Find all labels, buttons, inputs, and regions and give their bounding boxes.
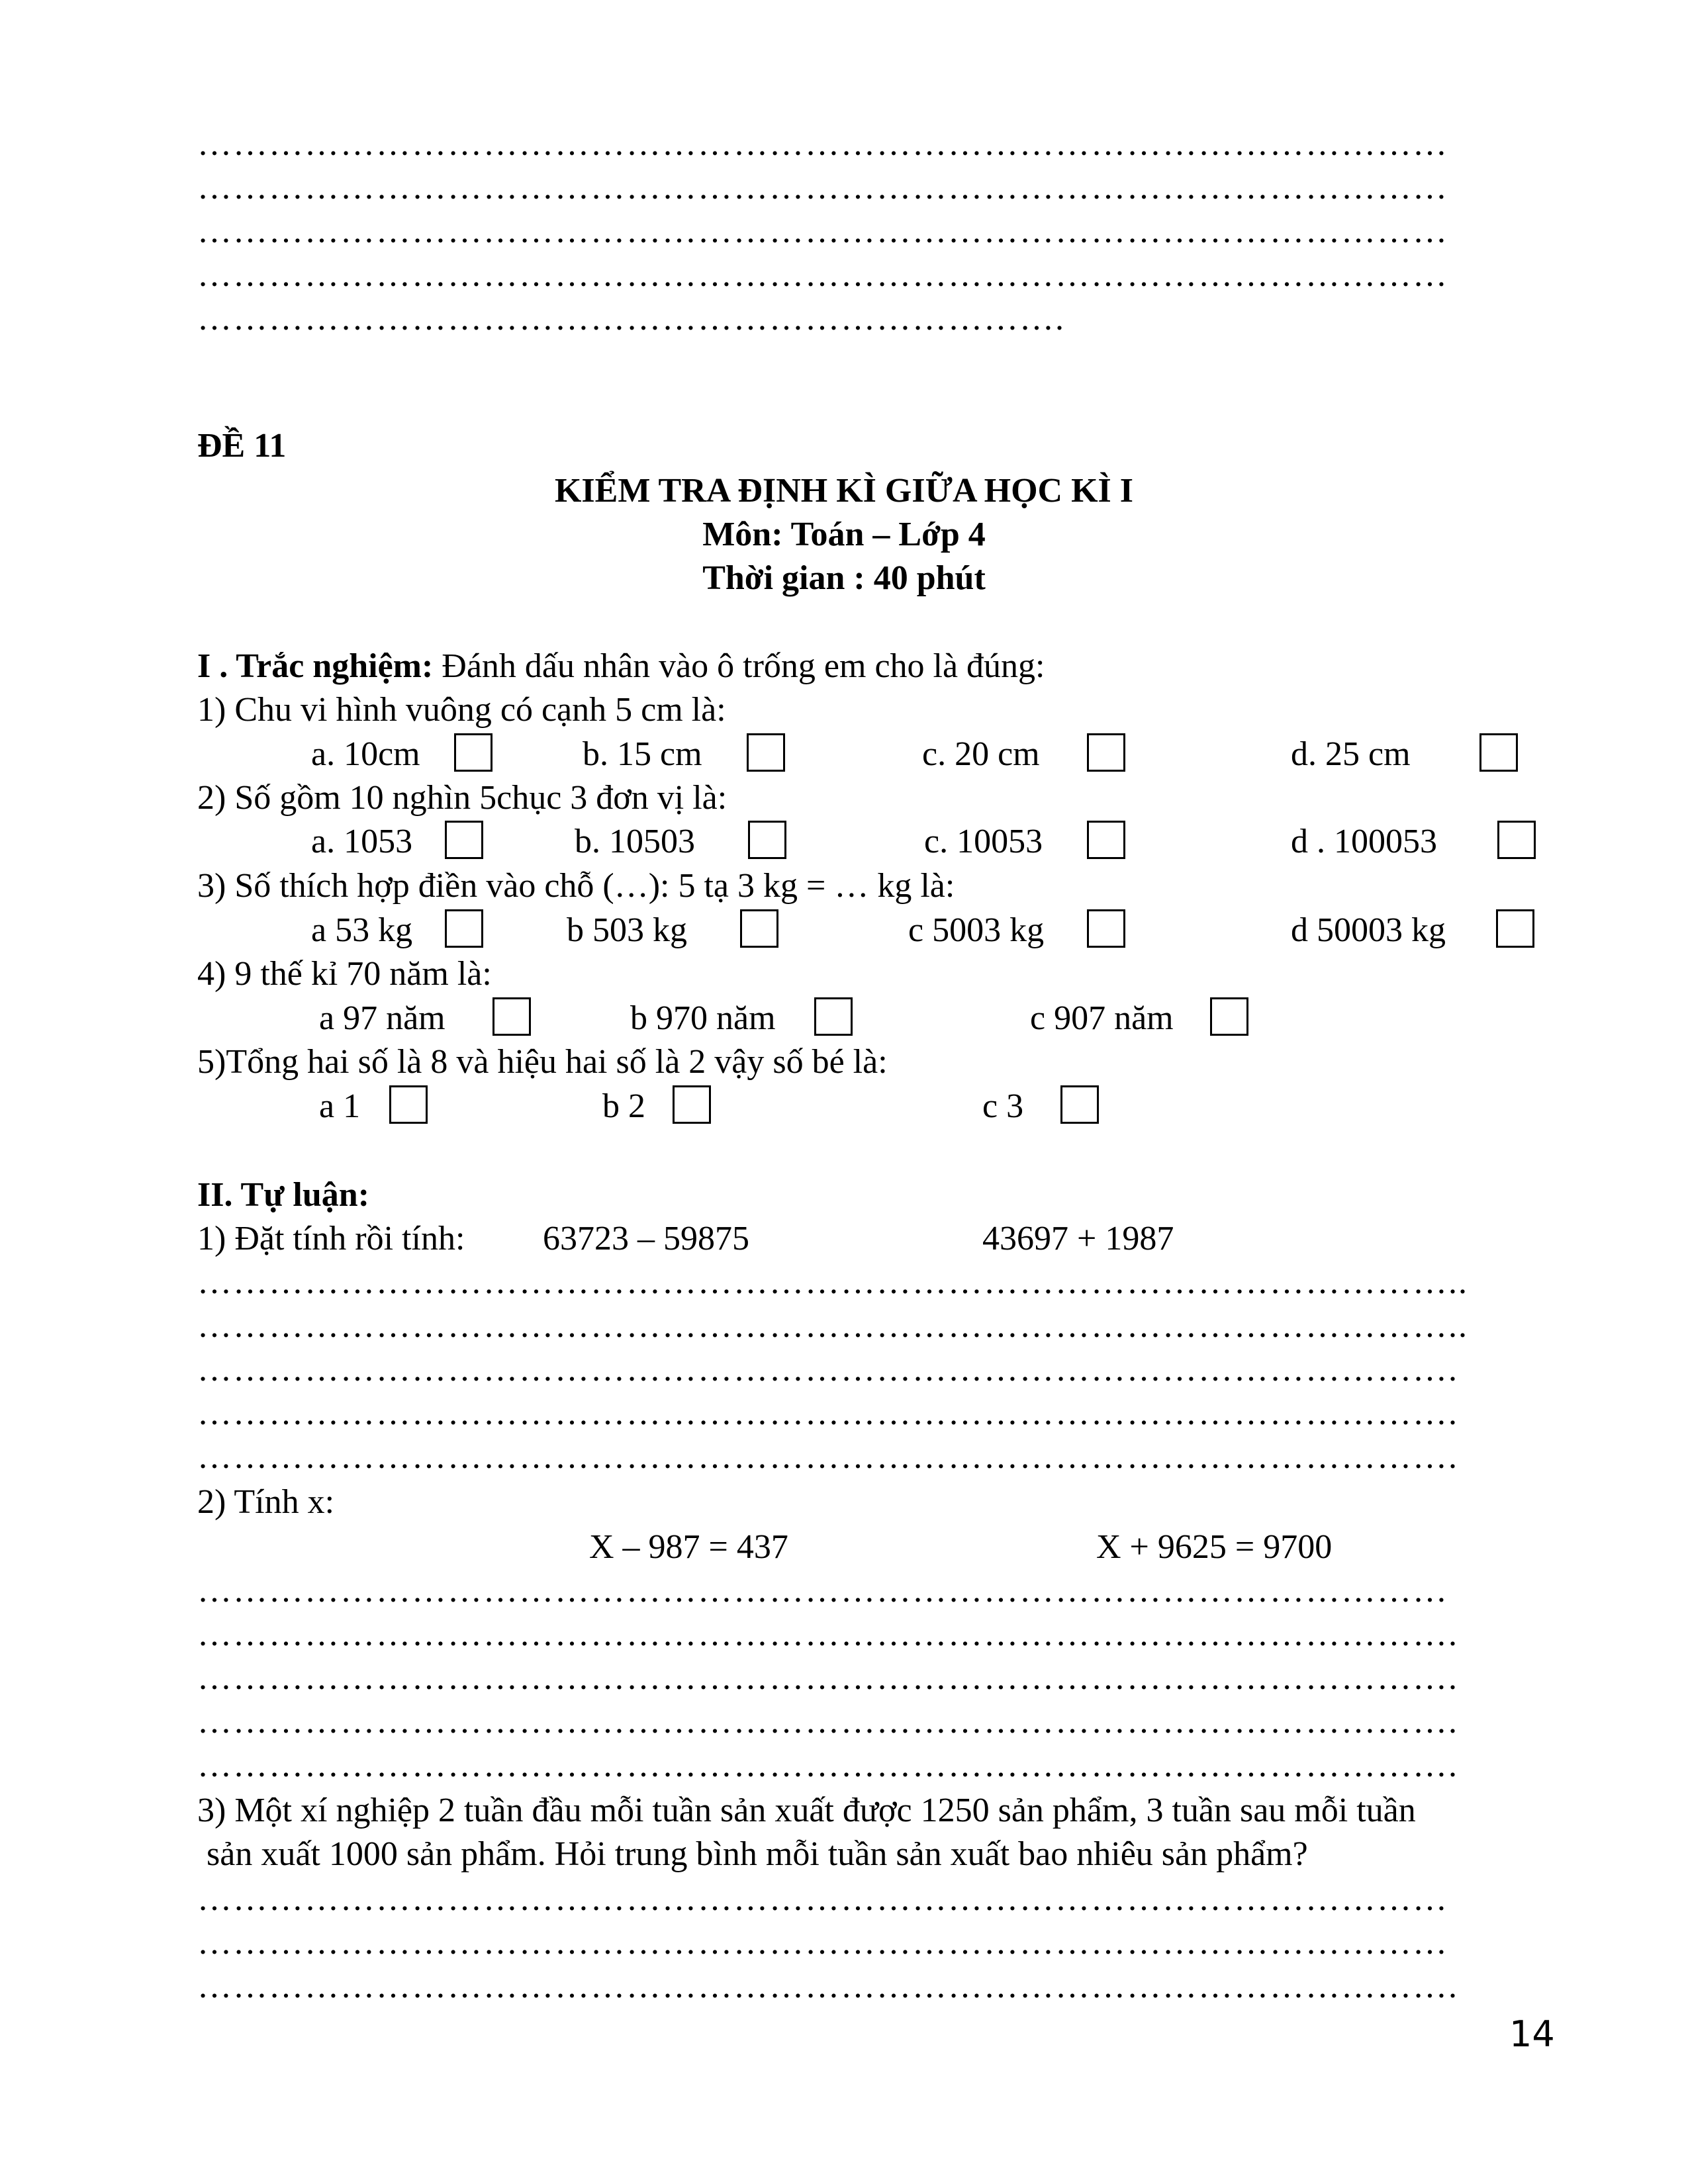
q3-option-a: a 53 kg: [311, 911, 413, 949]
q2-option-c: c. 10053: [924, 823, 1043, 860]
q4-answer-box-c[interactable]: [1210, 997, 1248, 1036]
exam-subject: Môn: Toán – Lớp 4: [702, 516, 986, 553]
answer-line: …………………………………………………………………………………………….: [197, 1703, 1458, 1741]
q4-option-c: c 907 năm: [1030, 999, 1174, 1037]
answer-line: ……………………………………………………………………………………………: [197, 256, 1448, 294]
q1-option-b: b. 15 cm: [583, 735, 702, 773]
question-4: 4) 9 thế kỉ 70 năm là:: [197, 955, 492, 993]
answer-line: …………………………………………………………………………………………….: [197, 1968, 1458, 2005]
part2-q2-expr2: X + 9625 = 9700: [1096, 1528, 1333, 1566]
q2-answer-box-d[interactable]: [1497, 821, 1536, 859]
part1-heading: I . Trắc nghiệm:: [197, 647, 434, 685]
q2-option-b: b. 10503: [575, 823, 695, 860]
answer-line: ……………………………………………………………….: [197, 300, 1065, 338]
q5-answer-box-a[interactable]: [389, 1085, 428, 1124]
q2-answer-box-a[interactable]: [445, 821, 483, 859]
part2-heading: II. Tự luận:: [197, 1176, 370, 1214]
exam-title: KIỂM TRA ĐỊNH KÌ GIỮA HỌC KÌ I: [554, 472, 1134, 510]
q1-answer-box-b[interactable]: [747, 733, 785, 772]
q4-answer-box-a[interactable]: [492, 997, 531, 1036]
answer-line: ……………………………………………………………………………………………..: [197, 1307, 1468, 1345]
part2-q3-line1: 3) Một xí nghiệp 2 tuần đầu mỗi tuần sản xuất được 1250 sản phẩm, 3 tuần sau mỗi tuần: [197, 1792, 1416, 1829]
answer-line: …………………………………………………………………………………………….: [197, 1394, 1458, 1432]
q2-option-a: a. 1053: [311, 823, 413, 860]
answer-line: ……………………………………………………………………………………………..: [197, 1263, 1468, 1301]
q2-option-d: d . 100053: [1291, 823, 1437, 860]
question-5: 5)Tổng hai số là 8 và hiệu hai số là 2 vậy số bé là:: [197, 1043, 888, 1081]
exam-number: ĐỀ 11: [197, 427, 287, 465]
q5-answer-box-b[interactable]: [673, 1085, 711, 1124]
q3-option-d: d 50003 kg: [1291, 911, 1446, 949]
part2-q2-label: 2) Tính x:: [197, 1483, 335, 1521]
q3-option-c: c 5003 kg: [908, 911, 1045, 949]
answer-line: …………………………………………………………………………………………….: [197, 1438, 1458, 1476]
exam-time: Thời gian : 40 phút: [702, 559, 986, 597]
answer-line: ……………………………………………………………………………………………: [197, 212, 1448, 250]
question-2: 2) Số gồm 10 nghìn 5chục 3 đơn vị là:: [197, 779, 727, 817]
answer-line: ……………………………………………………………………………………………: [197, 1572, 1448, 1610]
q2-answer-box-c[interactable]: [1087, 821, 1125, 859]
answer-line: ……………………………………………………………………………………………: [197, 1924, 1448, 1962]
part2-q3-line2: sản xuất 1000 sản phẩm. Hỏi trung bình mỗi tuần sản xuất bao nhiêu sản phẩm?: [207, 1835, 1308, 1873]
question-3: 3) Số thích hợp điền vào chỗ (…): 5 tạ 3 kg = … kg là:: [197, 867, 955, 905]
answer-line: ……………………………………………………………………………………………: [197, 169, 1448, 206]
q1-answer-box-c[interactable]: [1087, 733, 1125, 772]
part2-q1-expr1: 63723 – 59875: [543, 1220, 749, 1257]
q3-answer-box-a[interactable]: [445, 909, 483, 948]
q5-option-b: b 2: [602, 1087, 645, 1125]
answer-line: …………………………………………………………………………………………….: [197, 1747, 1458, 1784]
q5-option-a: a 1: [319, 1087, 361, 1125]
q1-option-d: d. 25 cm: [1291, 735, 1411, 773]
answer-line: …………………………………………………………………………………………….: [197, 1659, 1458, 1697]
q4-option-b: b 970 năm: [630, 999, 776, 1037]
q4-answer-box-b[interactable]: [814, 997, 853, 1036]
part1-heading-line: [197, 645, 1045, 688]
page-number: 14: [1509, 2013, 1555, 2055]
q4-option-a: a 97 năm: [319, 999, 445, 1037]
q1-option-a: a. 10cm: [311, 735, 420, 773]
part2-q1-label: 1) Đặt tính rồi tính:: [197, 1220, 465, 1257]
q5-option-c: c 3: [982, 1087, 1024, 1125]
part2-q2-expr1: X – 987 = 437: [589, 1528, 788, 1566]
q3-answer-box-c[interactable]: [1087, 909, 1125, 948]
q5-answer-box-c[interactable]: [1060, 1085, 1099, 1124]
answer-line: ……………………………………………………………………………………………: [197, 125, 1448, 163]
q2-answer-box-b[interactable]: [748, 821, 786, 859]
part2-q1-expr2: 43697 + 1987: [982, 1220, 1174, 1257]
question-1: 1) Chu vi hình vuông có cạnh 5 cm là:: [197, 691, 726, 729]
q3-answer-box-b[interactable]: [740, 909, 778, 948]
q3-answer-box-d[interactable]: [1496, 909, 1534, 948]
q3-option-b: b 503 kg: [567, 911, 687, 949]
q1-answer-box-d[interactable]: [1479, 733, 1518, 772]
part1-instruction: Đánh dấu nhân vào ô trống em cho là đúng:: [433, 647, 1045, 685]
answer-line: ……………………………………………………………………………………………: [197, 1880, 1448, 1918]
answer-line: …………………………………………………………………………………………….: [197, 1615, 1458, 1653]
q1-answer-box-a[interactable]: [454, 733, 492, 772]
q1-option-c: c. 20 cm: [922, 735, 1040, 773]
answer-line: …………………………………………………………………………………………….: [197, 1351, 1458, 1388]
